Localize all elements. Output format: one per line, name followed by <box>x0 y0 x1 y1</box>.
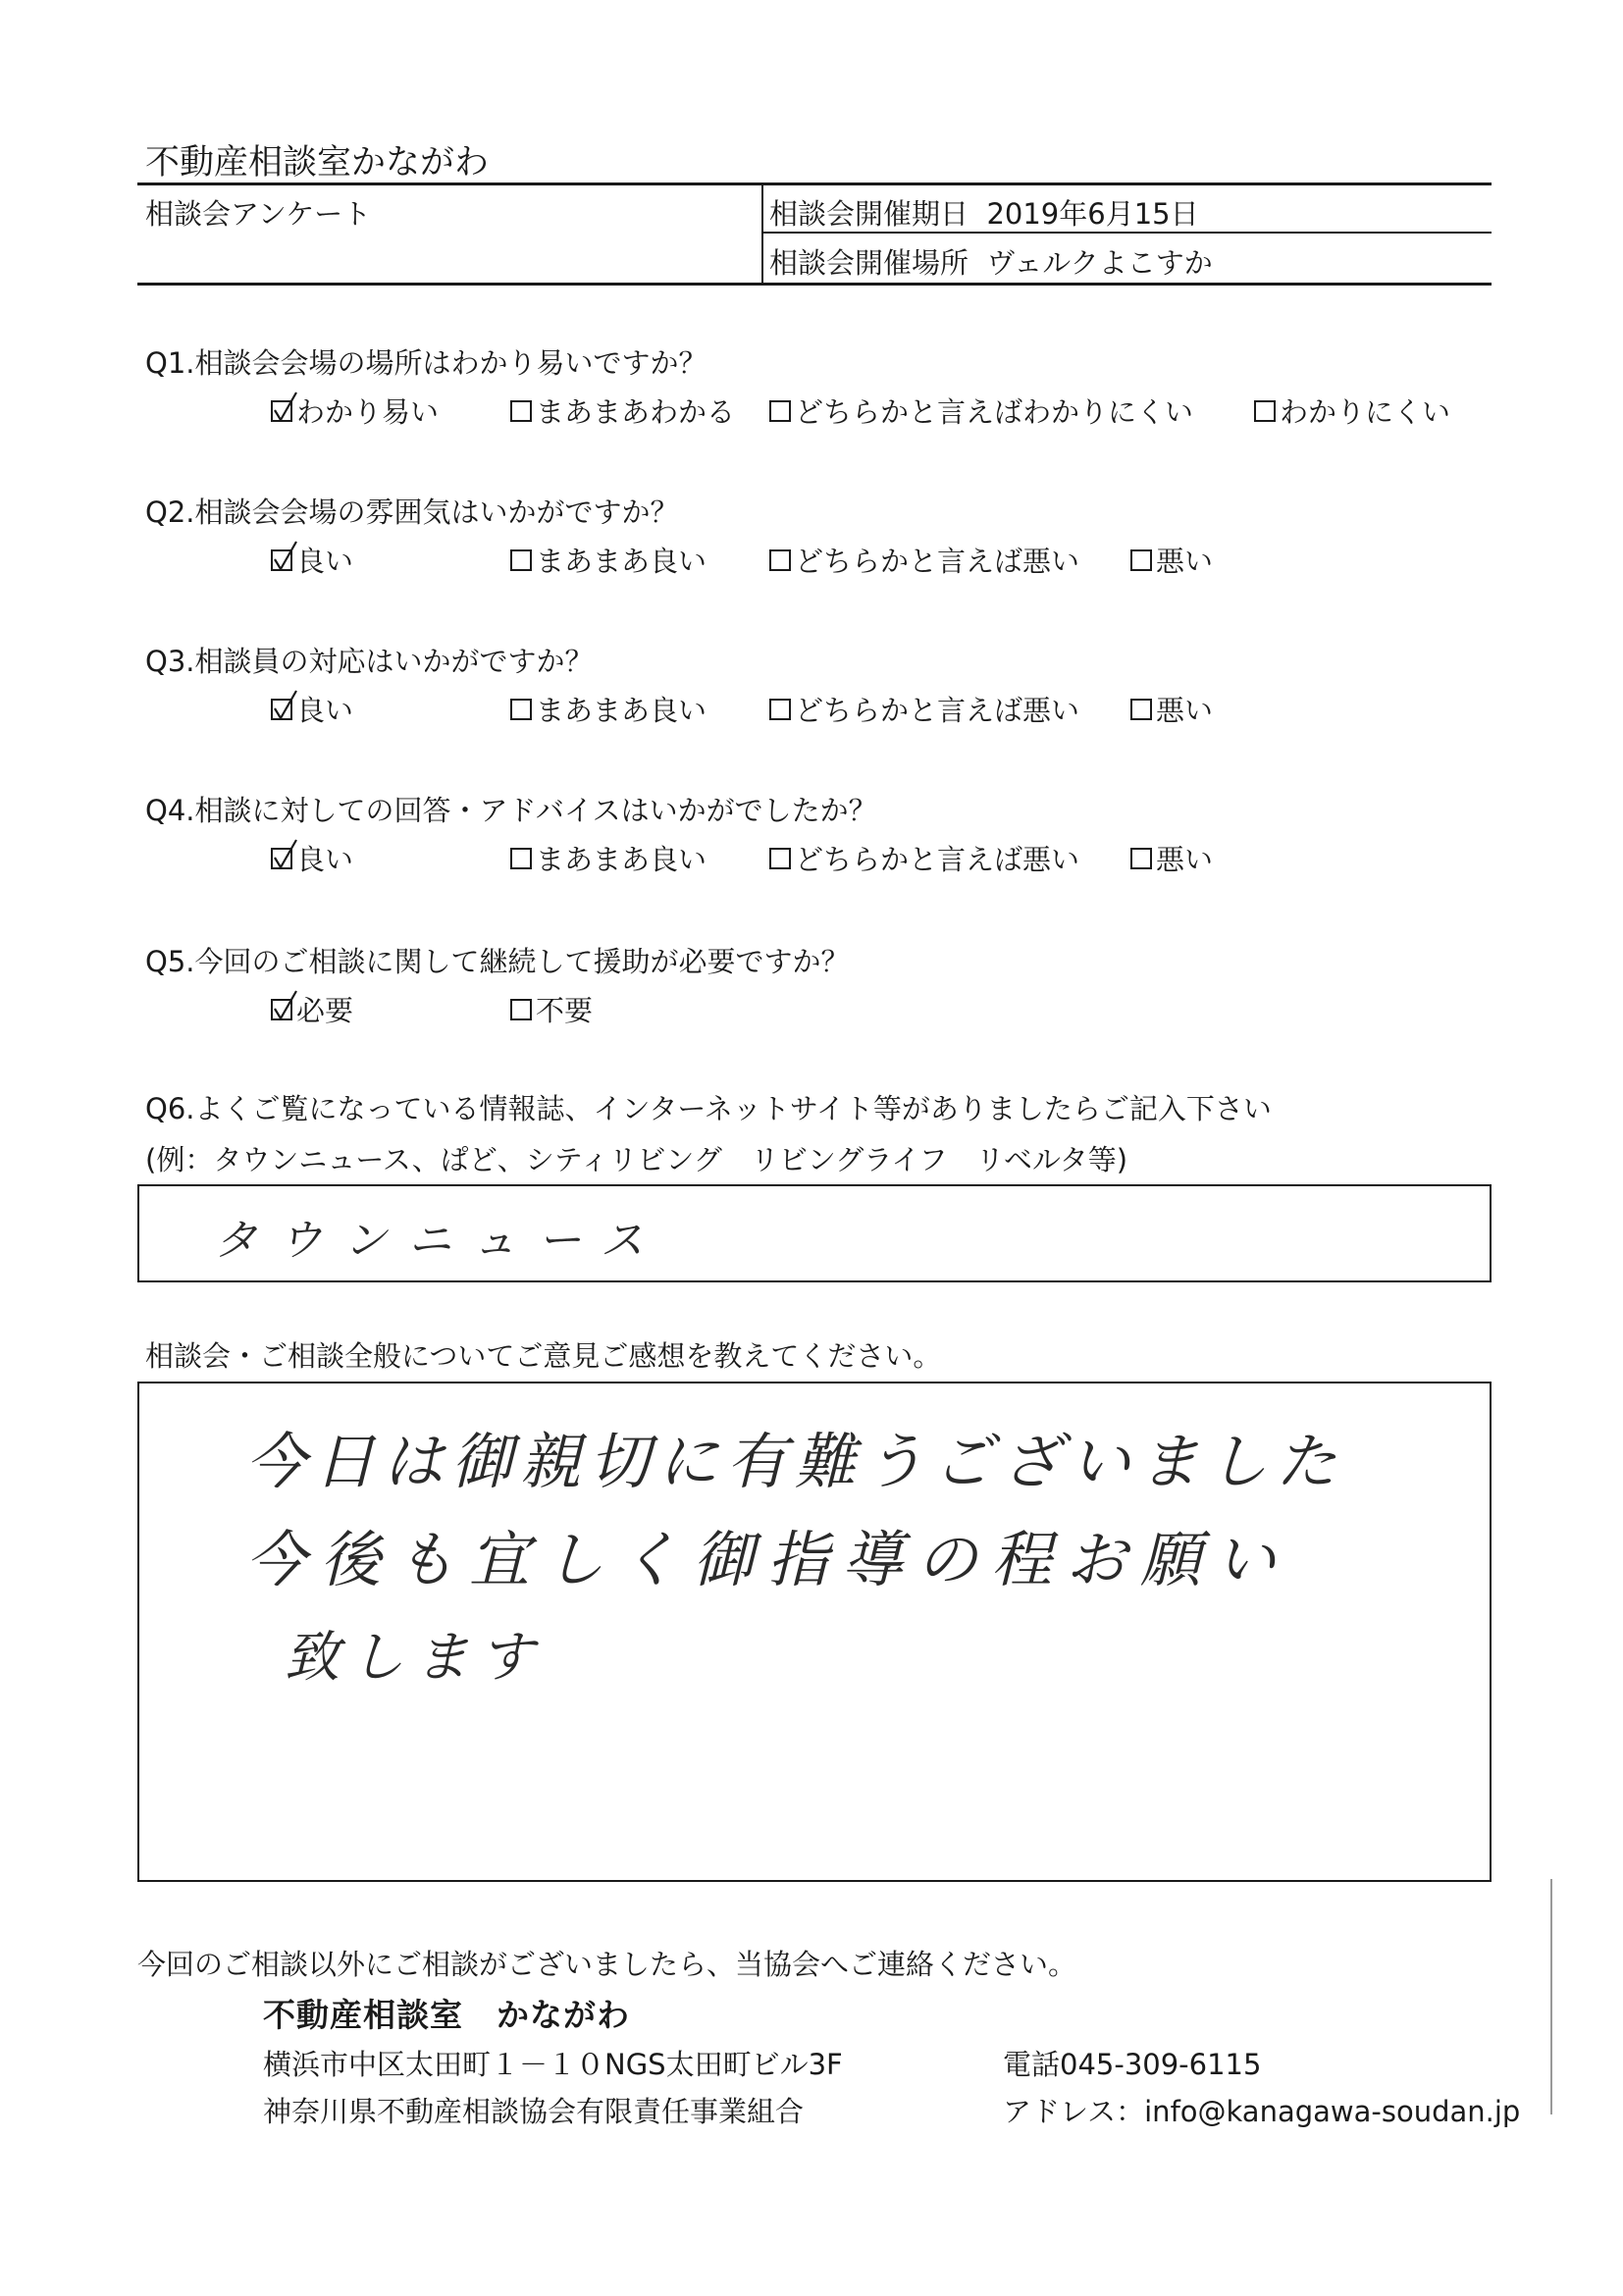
q3-option-3[interactable] <box>769 689 1079 729</box>
checkbox-checked-icon[interactable] <box>271 848 292 869</box>
checkbox-icon[interactable] <box>510 848 532 869</box>
org-title: 不動産相談室かながわ <box>145 143 490 183</box>
q3-option-1[interactable] <box>271 689 353 729</box>
place-label: 相談会開催場所 <box>769 246 969 280</box>
q2-option-4[interactable] <box>1130 540 1213 580</box>
q5-option-1[interactable] <box>271 989 353 1029</box>
form-title: 相談会アンケート <box>145 197 372 231</box>
q1-option-3-label: どちらかと言えばわかりにくい <box>795 395 1194 429</box>
checkbox-checked-icon[interactable] <box>271 999 292 1020</box>
footer-phone: 電話045-309-6115 <box>1003 2048 1262 2081</box>
q3-option-1-label: 良い <box>296 694 354 727</box>
footer-notice: 今回のご相談以外にご相談がございましたら、当協会へご連絡ください。 <box>137 1948 1077 1981</box>
q3-label: Q3.相談員の対応はいかがですか？ <box>145 645 594 678</box>
q1-option-1[interactable] <box>271 391 439 431</box>
footer-address: 横浜市中区太田町１－１０NGS太田町ビル3F <box>263 2048 843 2081</box>
date-row <box>769 192 1199 233</box>
q1-option-4-label: わかりにくい <box>1280 395 1451 429</box>
q4-option-1[interactable] <box>271 838 353 878</box>
comment-line-3: 致します <box>285 1626 544 1690</box>
checkbox-icon[interactable] <box>510 699 532 720</box>
q1-option-3[interactable] <box>769 391 1193 431</box>
header-divider-bottom <box>137 283 1492 286</box>
place-row <box>769 241 1213 282</box>
checkbox-checked-icon[interactable] <box>271 549 292 571</box>
checkbox-icon[interactable] <box>769 699 791 720</box>
q5-option-2[interactable] <box>510 989 593 1029</box>
checkbox-icon[interactable] <box>1130 699 1152 720</box>
checkbox-icon[interactable] <box>1130 549 1152 571</box>
q2-option-3-label: どちらかと言えば悪い <box>795 545 1080 578</box>
q3-option-3-label: どちらかと言えば悪い <box>795 694 1080 727</box>
place-value: ヴェルクよこすか <box>986 246 1213 280</box>
q3-option-4[interactable] <box>1130 689 1213 729</box>
scan-edge-mark <box>1550 1879 1552 2114</box>
comment-line-1: 今日は御親切に有難うございました <box>245 1426 1345 1497</box>
checkbox-icon[interactable] <box>769 549 791 571</box>
q4-option-4-label: 悪い <box>1156 843 1214 876</box>
q1-option-2[interactable] <box>510 391 735 431</box>
q4-label: Q4.相談に対しての回答・アドバイスはいかがでしたか？ <box>145 794 877 827</box>
q3-option-4-label: 悪い <box>1156 694 1214 727</box>
header-divider-top <box>137 183 1492 185</box>
q4-option-2-label: まあまあ良い <box>536 843 707 876</box>
q1-option-1-label: わかり易い <box>296 395 440 429</box>
q5-option-1-label: 必要 <box>296 994 354 1027</box>
q2-option-3[interactable] <box>769 540 1079 580</box>
q1-label: Q1.相談会会場の場所はわかり易いですか？ <box>145 346 707 380</box>
q6-handwritten-answer: タウンニュース <box>214 1216 665 1266</box>
checkbox-checked-icon[interactable] <box>271 699 292 720</box>
checkbox-checked-icon[interactable] <box>271 400 292 422</box>
checkbox-icon[interactable] <box>510 549 532 571</box>
checkbox-icon[interactable] <box>510 400 532 422</box>
q4-option-3[interactable] <box>769 838 1079 878</box>
q2-option-1[interactable] <box>271 540 353 580</box>
q6-label: Q6.よくご覧になっている情報誌、インターネットサイト等がありましたらご記入下さい <box>145 1092 1272 1125</box>
date-label: 相談会開催期日 <box>769 197 969 231</box>
q3-option-2[interactable] <box>510 689 707 729</box>
comment-line-2: 今後も宜しく御指導の程お願い <box>245 1524 1290 1595</box>
comments-label: 相談会・ご相談全般についてご意見ご感想を教えてください。 <box>145 1339 942 1373</box>
meta-divider <box>761 232 1492 234</box>
q2-option-2-label: まあまあ良い <box>536 545 707 578</box>
q5-label: Q5.今回のご相談に関して継続して援助が必要ですか？ <box>145 945 850 978</box>
q4-option-2[interactable] <box>510 838 707 878</box>
q2-option-4-label: 悪い <box>1156 545 1214 578</box>
footer-email[interactable]: アドレス：info@kanagawa-soudan.jp <box>1003 2095 1521 2128</box>
q4-option-1-label: 良い <box>296 843 354 876</box>
q1-option-4[interactable] <box>1254 391 1450 431</box>
q2-option-2[interactable] <box>510 540 707 580</box>
footer-org-name: 不動産相談室 かながわ <box>263 1996 630 2034</box>
q6-example: (例：タウンニュース、ぱど、シティリビング リビングライフ リベルタ等) <box>145 1143 1128 1176</box>
q5-option-2-label: 不要 <box>536 994 594 1027</box>
checkbox-icon[interactable] <box>510 999 532 1020</box>
checkbox-icon[interactable] <box>769 848 791 869</box>
date-value: 2019年6月15日 <box>986 197 1199 231</box>
meta-vertical-divider <box>761 185 763 284</box>
q2-label: Q2.相談会会場の雰囲気はいかがですか？ <box>145 496 679 529</box>
checkbox-icon[interactable] <box>769 400 791 422</box>
q3-option-2-label: まあまあ良い <box>536 694 707 727</box>
q1-option-2-label: まあまあわかる <box>536 395 736 429</box>
checkbox-icon[interactable] <box>1130 848 1152 869</box>
footer-union: 神奈川県不動産相談協会有限責任事業組合 <box>263 2095 805 2128</box>
q4-option-3-label: どちらかと言えば悪い <box>795 843 1080 876</box>
q4-option-4[interactable] <box>1130 838 1213 878</box>
q2-option-1-label: 良い <box>296 545 354 578</box>
checkbox-icon[interactable] <box>1254 400 1276 422</box>
